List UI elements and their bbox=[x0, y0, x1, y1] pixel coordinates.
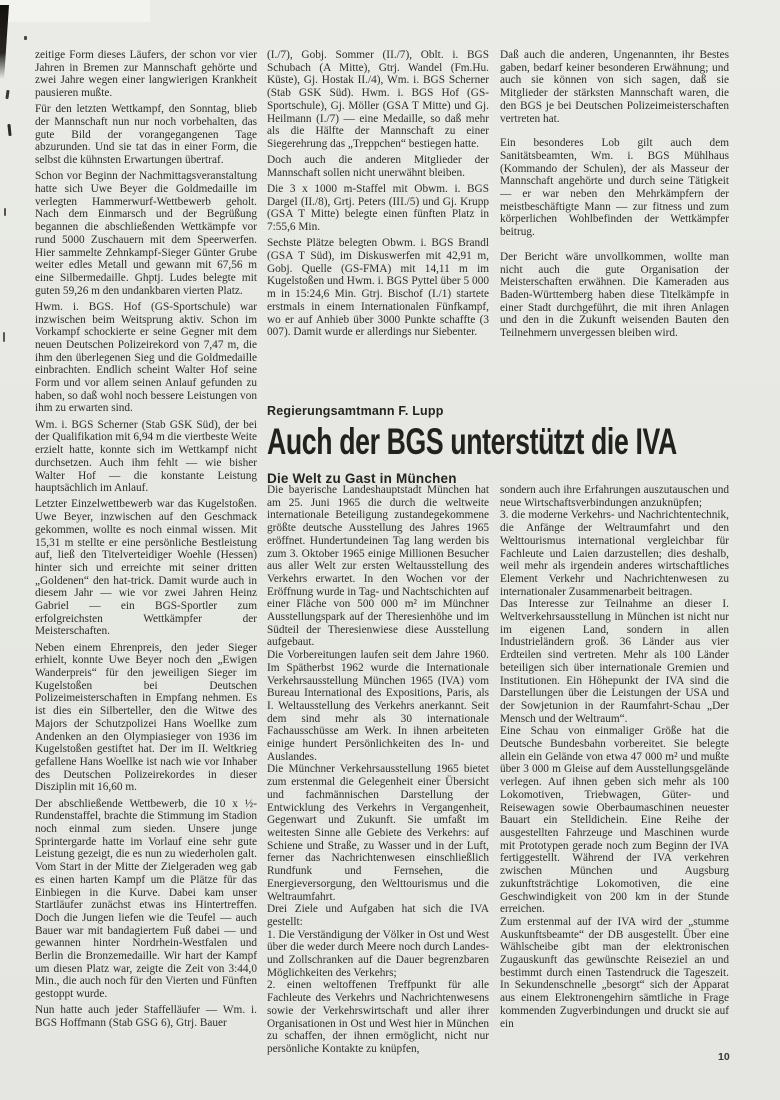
paragraph: Drei Ziele und Aufgaben hat sich die IVA gestellt: bbox=[267, 903, 489, 928]
paragraph: Der Bericht wäre unvollkommen, wollte man nicht auch die gute Organisation der Meisterschaften erwähnen. Die Kameraden aus Baden-Württemberg haben diese Titelkämpfe in einer Stadt durchgeführt, die mit ihren Anlagen und den in die Zukunft weisenden Bauten den Teilnehmern unvergessen bleiben wird. bbox=[500, 250, 729, 340]
article-subtitle: Die Welt zu Gast in München bbox=[267, 471, 457, 486]
scan-binding-artifact bbox=[0, 5, 9, 79]
paragraph: 3. die moderne Verkehrs- und Nachrichtentechnik, die Anfänge der Weltraumfahrt und den Welttourismus international vergleichbar für Fachleute und Laien darzustellen; dies deshalb, weil mehr als irgendein anderes wirtschaftliches Element Verkehr und Nachrichtenwesen zu internationaler Zusammenarbeit beitragen. bbox=[500, 509, 729, 598]
scan-speck bbox=[5, 90, 9, 99]
paragraph: Neben einem Ehrenpreis, den jeder Sieger erhielt, konnte Uwe Beyer noch den „Ewigen Wanderpreis“ für den jeweiligen Sieger im Kugelstoßen bei Deutschen Polizeimeisterschaften in Empfang nehmen. Es ist dies ein Silberteller, den die Witwe des Majors der Schutzpolizei Hans Woellke zum Andenken an den Olympiasieger von 1936 im Kugelstoßen gestiftet hat. Der im II. Weltkrieg gefallene Hans Woellke ist nach wie vor Inhaber des Deutschen Polizeirekordes in dieser Disziplin mit 16,60 m. bbox=[35, 641, 257, 794]
paragraph: 2. einen weltoffenen Treffpunkt für alle Fachleute des Verkehrs und Nachrichtenwesens sowie der Verkehrswirtschaft und aller ihrer Organisationen in Ost und West hier in München zu schaffen, der ihnen ermöglicht, nicht nur persönliche Kontakte zu knüpfen, bbox=[267, 979, 489, 1055]
scan-edge-light-artifact bbox=[0, 0, 150, 22]
paragraph: Die Vorbereitungen laufen seit dem Jahre 1960. Im Spätherbst 1962 wurde die Internationale Verkehrsausstellung München 1965 (IVA) vom Bureau International des Expositions, Paris, als I. Weltausstellung des Verkehrs anerkannt. Seit dem sind mehr als 30 internationale Fachausschüsse am Werk. In ihnen arbeiteten einige hundert Persönlichkeiten des In- und Auslandes. bbox=[267, 649, 489, 763]
scan-speck bbox=[24, 36, 27, 40]
paragraph: Nun hatte auch jeder Staffelläufer — Wm. i. BGS Hoffmann (Stab GSG 6), Gtrj. Bauer bbox=[35, 1004, 257, 1030]
paragraph: Eine Schau von einmaliger Größe hat die Deutsche Bundesbahn vorbereitet. Sie belegte allein ein Gelände von etwa 47 000 m² und mußte über 3 000 m Gleise auf dem Ausstellungsgelände verlegen. Auf ihnen geben sich mehr als 100 Lokomotiven, Triebwagen, Güter- und Reisewagen sowie Oberbaumaschinen neuester Bauart ein Stelldichein. Eine Reihe der ausgestellten Fahrzeuge und Maschinen wurde mit Prototypen gerade noch zum Beginn der IVA fertiggestellt. Während der IVA verkehren zwischen München und Augsburg zukunftsträchtige Lokomotiven, die eine Geschwindigkeit von 200 km in der Stunde erreichen. bbox=[500, 725, 729, 916]
paragraph: 1. Die Verständigung der Völker in Ost und West über die weder durch Meere noch durch Landes- und Zollschranken auf die Dauer begrenzbaren Möglichkeiten des Verkehrs; bbox=[267, 928, 489, 979]
paragraph: Schon vor Beginn der Nachmittagsveranstaltung hatte sich Uwe Beyer die Goldmedaille im verlegten Hammerwurf-Wettbewerb geholt. Nach dem Einmarsch und der Begrüßung begannen die abschließenden Wettkämpfe vor rund 5000 Zuschauern mit dem Speerwerfen. Hier sammelte Zehnkampf-Sieger Günter Grube weiter edles Metall und gewann mit 67,56 m eine Silbermedaille. Ghptj. Ludes belegte mit guten 59,26 m den undankbaren vierten Platz. bbox=[35, 170, 257, 297]
paragraph: Sechste Plätze belegten Obwm. i. BGS Brandl (GSA T Süd), im Diskuswerfen mit 42,91 m, Gobj. Quelle (GS-FMA) mit 14,11 m im Kugelstoßen und Hwm. i. BGS Pyttel über 5 000 m in 15:24,6 Min. Gtrj. Bischof (I./1) startete erstmals in einem Internationalen Fünfkampf, wo er auf Anhieb über 3000 Punkte schaffte (3 007). Damit wurde er allerdings nur Siebenter. bbox=[267, 237, 489, 339]
paragraph: Letzter Einzelwettbewerb war das Kugelstoßen. Uwe Beyer, inzwischen auf den Geschmack gekommen, wollte es noch einmal wissen. Mit 15,31 m stellte er eine persönliche Bestleistung auf, ließ den Titelverteidiger Woehle (Hessen) hinter sich und erreichte mit seiner dritten „Goldenen“ den hat-trick. Damit wurde auch in diesem Jahr — wie vor zwei Jahren Heinz Gabriel — ein BGS-Sportler zum erfolgreichsten Wettkämpfer der Meisterschaften. bbox=[35, 498, 257, 638]
page-number: 10 bbox=[718, 1051, 730, 1063]
paragraph: Für den letzten Wettkampf, den Sonntag, blieb der Mannschaft nun nur noch vorbehalten, das gute Bild der vorangegangenen Tage abzurunden. Und sie tat das in einer Form, die selbst die kühnsten Erwartungen übertraf. bbox=[35, 103, 257, 167]
article-headline: Auch der BGS unterstützt die IVA bbox=[267, 421, 677, 462]
paragraph: Hwm. i. BGS. Hof (GS-Sportschule) war inzwischen beim Weitsprung aktiv. Schon im Vorkampf schockierte er seine Gegner mit dem neuen Deutschen Polizeirekord von 7,47 m, die ihm den überlegenen Sieg und die Goldmedaille einbrachten. Endlich scheint Walter Hof seine Form und vor allem seinen Anlauf gefunden zu haben, so daß wohl noch bessere Leistungen von ihm zu erwarten sind. bbox=[35, 300, 257, 415]
paragraph: Wm. i. BGS Scherner (Stab GSK Süd), der bei der Qualifikation mit 6,94 m die viertbeste Weite erzielt hatte, konnte sich im Wettkampf nicht durchsetzen. Auch ihm fehlt — wie bisher Walter Hof — die konstante Leistung hauptsächlich im Anlauf. bbox=[35, 418, 257, 495]
scan-speck bbox=[7, 124, 11, 136]
sports-article-column-3 bbox=[500, 49, 729, 393]
paragraph: (I./7), Gobj. Sommer (II./7), Oblt. i. BGS Schubach (A Mitte), Gtrj. Wandel (Fm.Hu. Küste), Gj. Hostak II./4), Wm. i. BGS Scherner (Stab GSK Süd). Hwm. i. BGS Hof (GS-Sportschule), Gj. Möller (GSA T Mitte) und Gj. Heilmann (I./7) — eine Medaille, so daß mehr als die Hälfte der Mannschaft zu einer Siegerehrung das „Treppchen“ bestiegen hatte. bbox=[267, 49, 489, 150]
paragraph: sondern auch ihre Erfahrungen auszutauschen und neue Wirtschaftsverbindungen anzuknüpfen; bbox=[500, 484, 729, 509]
iva-article-column-1 bbox=[267, 484, 489, 1084]
paragraph: Doch auch die anderen Mitglieder der Mannschaft sollen nicht unerwähnt bleiben. bbox=[267, 154, 489, 179]
paragraph: Daß auch die anderen, Ungenannten, ihr Bestes gaben, bedarf keiner besonderen Erwähnung; und auch sie können von sich sagen, daß sie Mitglieder der stärksten Mannschaft waren, die den BGS je bei Deutschen Polizeimeisterschaften vertreten hat. bbox=[500, 49, 729, 125]
paragraph: Die bayerische Landeshauptstadt München hat am 25. Juni 1965 die durch die weltweite internationale Beteiligung zustandegekommene größte deutsche Ausstellung des Jahres 1965 eröffnet. Hundertundeinen Tag lang werden bis zum 3. Oktober 1965 einige Millionen Besucher aus aller Welt zur ersten Weltausstellung des Verkehrs erwartet. In den Wochen vor der Eröffnung wurde in Tag- und Nachtschichten auf einer Fläche von 500 000 m² im Münchner Ausstellungspark auf der Theresienhöhe und im Südteil der Theresienwiese diese Ausstellung aufgebaut. bbox=[267, 484, 489, 649]
sports-article-column-1 bbox=[35, 49, 257, 1091]
paragraph: Der abschließende Wettbewerb, die 10 x ½-Rundenstaffel, brachte die Stimmung im Stadion noch einmal zum sieden. Unsere junge Sprintergarde hatte im Vorlauf eine sehr gute Leistung gezeigt, die es nun zu wiederholen galt. Vom Start in der Mitte der Zielgeraden weg gab es einen harten Kampf um die Plätze für das Einbiegen in die Kurve. Dabei kam unser Startläufer zunächst etwas ins Hintertreffen. Doch die Jungen liefen wie die Teufel — auch Bauer war mit bandagiertem Fuß dabei — und gewannen hinter Nordrhein-Westfalen und Berlin die Bronzemedaille. Wir hart der Kampf um diesen Platz war, zeigte die Zeit von 3:44,0 Min., die auch noch für den Vierten und Fünften gestoppt wurde. bbox=[35, 797, 257, 1001]
sports-article-column-2 bbox=[267, 49, 489, 385]
article-author-kicker: Regierungsamtmann F. Lupp bbox=[267, 404, 444, 418]
paragraph: Zum erstenmal auf der IVA wird der „stumme Auskunftsbeamte“ der DB ausgestellt. Über eine Wählscheibe gibt man der elektronischen Zugauskunft das gewünschte Reiseziel an und bestimmt durch einen Tastendruck die Tageszeit. In Sekundenschnelle „besorgt“ sich der Apparat aus einem Elektronengehirn sämtliche in Frage kommenden Zugverbindungen und druckt sie auf ein bbox=[500, 915, 729, 1030]
paragraph: Ein besonderes Lob gilt auch dem Sanitätsbeamten, Wm. i. BGS Mühlhaus (Kommando der Schulen), der als Masseur der Mannschaft angehörte und durch seine Tätigkeit — er war neben den Mehrkämpfern der meistbeschäftigte Mann — zur fitness und zum körperlichen Wohlbefinden der Wettkämpfer beitrug. bbox=[500, 137, 729, 239]
iva-article-column-2 bbox=[500, 484, 729, 1084]
paragraph: Die 3 x 1000 m-Staffel mit Obwm. i. BGS Dargel (II./8), Grtj. Peters (III./5) und Gj. Krupp (GSA T Mitte) belegte einen fünften Platz in 7:55,6 Min. bbox=[267, 183, 489, 234]
scan-speck bbox=[4, 208, 6, 216]
paragraph: zeitige Form dieses Läufers, der schon vor vier Jahren in Bremen zur Mannschaft gehörte und zwei Jahre wegen einer langwierigen Krankheit pausieren mußte. bbox=[35, 49, 257, 100]
paragraph: Die Münchner Verkehrsausstellung 1965 bietet zum erstenmal die Gelegenheit einer Übersicht und fachmännischen Darstellung der Entwicklung des Verkehrs in Vergangenheit, Gegenwart und Zukunft. Sie umfaßt im weitesten Sinne alle Gebiete des Verkehrs: auf Schiene und Straße, zu Wasser und in der Luft, ferner das Nachrichtenwesen einschließlich Rundfunk und Fernsehen, die Energieversorgung, den Welttourismus und die Weltraumfahrt. bbox=[267, 763, 489, 903]
scan-speck bbox=[3, 332, 5, 342]
paragraph: Das Interesse zur Teilnahme an dieser I. Weltverkehrsausstellung in München ist nicht nur im eigenen Land, sondern in allen Industrieländern groß. 36 Länder aus vier Erdteilen sind vertreten. Mehr als 100 Länder beteiligen sich über internationale Gremien und Institutionen. Ein Höhepunkt der IVA sind die Darstellungen über die Leistungen der USA und der Sowjetunion in der Raumfahrt-Schau „Der Mensch und der Weltraum“. bbox=[500, 598, 729, 725]
iva-article-header bbox=[267, 404, 739, 486]
